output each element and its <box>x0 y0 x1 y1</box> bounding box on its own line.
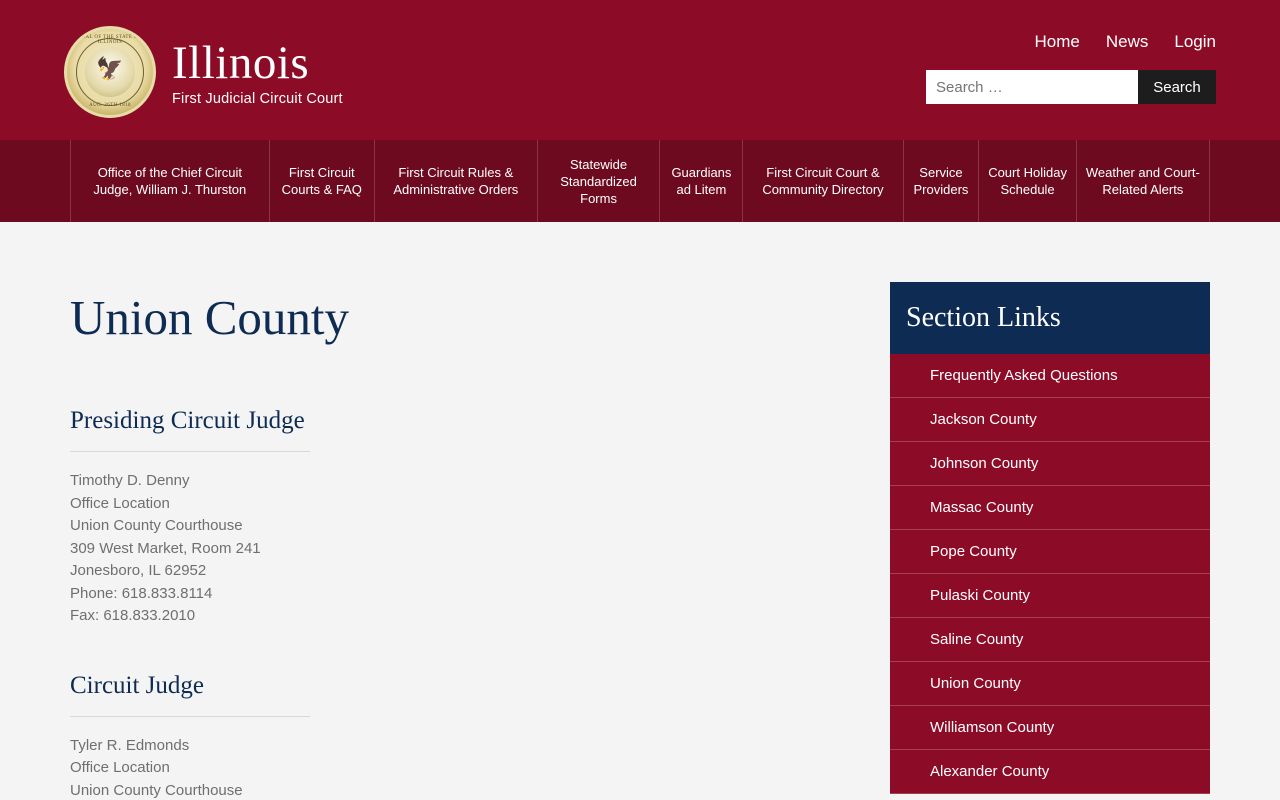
section-heading-presiding-circuit-judge: Presiding Circuit Judge <box>70 407 310 452</box>
search-form <box>926 70 1216 104</box>
section-heading-circuit-judge: Circuit Judge <box>70 672 310 717</box>
sidebar-title: Section Links <box>890 282 1210 354</box>
nav-item-court-community-directory[interactable]: First Circuit Court & Community Directory <box>742 140 902 222</box>
seal-bottom-text: AUG. 26TH 1818 <box>89 103 131 108</box>
nav-item-court-holiday-schedule[interactable]: Court Holiday Schedule <box>978 140 1075 222</box>
primary-nav <box>0 140 1280 222</box>
main-content <box>64 222 884 800</box>
judge-name: Tyler R. Edmonds <box>70 736 190 754</box>
sidebar-item-pope-county[interactable]: Pope County <box>890 530 1210 574</box>
nav-item-courts-faq[interactable]: First Circuit Courts & FAQ <box>269 140 374 222</box>
nav-item-weather-alerts[interactable]: Weather and Court-Related Alerts <box>1076 140 1210 222</box>
illinois-state-seal-icon <box>64 26 156 118</box>
sidebar-item-pulaski-county[interactable]: Pulaski County <box>890 574 1210 618</box>
judge-name: Timothy D. Denny <box>70 472 190 490</box>
courthouse-name: Union County Courthouse <box>70 781 243 799</box>
brand-subtitle: First Judicial Circuit Court <box>172 90 343 107</box>
sidebar-item-johnson-county[interactable]: Johnson County <box>890 442 1210 486</box>
sidebar-item-union-county[interactable]: Union County <box>890 662 1210 706</box>
sidebar-item-williamson-county[interactable]: Williamson County <box>890 706 1210 750</box>
sidebar-item-alexander-county[interactable]: Alexander County <box>890 750 1210 794</box>
sidebar-item-jackson-county[interactable]: Jackson County <box>890 398 1210 442</box>
eagle-icon: 🦅 <box>96 55 124 81</box>
search-input[interactable] <box>926 70 1138 104</box>
city-state-zip: Jonesboro, IL 62952 <box>70 562 207 580</box>
nav-item-chief-circuit-judge[interactable]: Office of the Chief Circuit Judge, William J. Thurston <box>70 140 269 222</box>
seal-top-text: SEAL OF THE STATE OF ILLINOIS <box>78 35 142 45</box>
site-header <box>0 0 1280 140</box>
page-title: Union County <box>70 290 350 345</box>
office-location-label: Office Location <box>70 494 170 512</box>
circuit-judge-details <box>70 735 884 800</box>
courthouse-name: Union County Courthouse <box>70 517 243 535</box>
sidebar-item-massac-county[interactable]: Massac County <box>890 486 1210 530</box>
utility-link-news[interactable]: News <box>1105 32 1149 51</box>
phone-number: Phone: 618.833.8114 <box>70 584 213 602</box>
sidebar-item-saline-county[interactable]: Saline County <box>890 618 1210 662</box>
street-address: 309 West Market, Room 241 <box>70 539 261 557</box>
nav-item-rules-orders[interactable]: First Circuit Rules & Administrative Orders <box>374 140 537 222</box>
nav-item-guardians-ad-litem[interactable]: Guardians ad Litem <box>659 140 742 222</box>
fax-number: Fax: 618.833.2010 <box>70 607 196 625</box>
brand-title: Illinois <box>172 36 310 89</box>
sidebar-item-faq[interactable]: Frequently Asked Questions <box>890 354 1210 398</box>
page-body <box>0 222 1280 800</box>
utility-link-login[interactable]: Login <box>1174 32 1216 51</box>
utility-link-home[interactable]: Home <box>1034 32 1080 51</box>
site-brand[interactable] <box>64 26 343 118</box>
section-links-sidebar <box>890 222 1210 800</box>
nav-item-service-providers[interactable]: Service Providers <box>903 140 979 222</box>
presiding-circuit-judge-details <box>70 470 884 628</box>
utility-nav <box>1035 32 1216 52</box>
office-location-label: Office Location <box>70 759 170 777</box>
nav-item-standardized-forms[interactable]: Statewide Standardized Forms <box>537 140 660 222</box>
search-button[interactable]: Search <box>1138 70 1216 104</box>
